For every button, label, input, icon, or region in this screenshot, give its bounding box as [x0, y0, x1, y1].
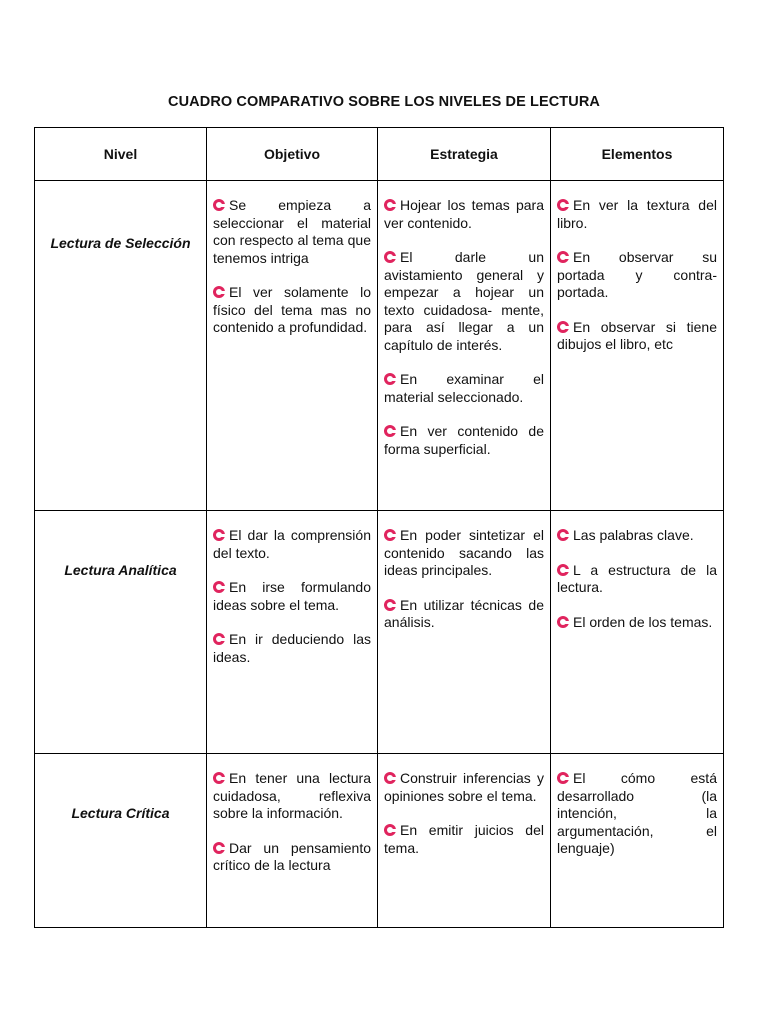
elementos-cell [551, 511, 724, 754]
swirl-bullet-icon [384, 824, 396, 836]
list-item: El darle un avistamiento general y empezar a hojear un texto cuidadosa- mente, para así llegar a un capítulo de interés. [384, 249, 544, 353]
swirl-bullet-icon [213, 199, 225, 211]
list-item: L a estructura de la lectura. [557, 561, 717, 595]
list-item: En emitir juicios del tema. [384, 822, 544, 856]
comparison-table [34, 127, 724, 928]
list-item: Hojear los temas para ver contenido. [384, 197, 544, 231]
list-item: En examinar el material seleccionado. [384, 371, 544, 405]
list-item: Las palabras clave. [557, 527, 717, 545]
elementos-cell [551, 181, 724, 511]
swirl-bullet-icon [557, 321, 569, 333]
header-row [35, 128, 724, 181]
list-item: En tener una lectura cuidadosa, reflexiva sobre la información. [213, 770, 371, 821]
header-nivel: Nivel [35, 128, 207, 181]
swirl-bullet-icon [557, 529, 569, 541]
swirl-bullet-icon [384, 373, 396, 385]
header-elementos: Elementos [551, 128, 724, 181]
objetivo-cell [207, 754, 378, 928]
swirl-bullet-icon [557, 616, 569, 628]
swirl-bullet-icon [213, 286, 225, 298]
swirl-bullet-icon [213, 842, 225, 854]
table-row [35, 754, 724, 928]
swirl-bullet-icon [384, 425, 396, 437]
elementos-cell [551, 754, 724, 928]
swirl-bullet-icon [384, 529, 396, 541]
nivel-cell [35, 181, 207, 511]
list-item: En utilizar técnicas de análisis. [384, 596, 544, 630]
estrategia-cell [378, 511, 551, 754]
swirl-bullet-icon [213, 529, 225, 541]
header-estrategia: Estrategia [378, 128, 551, 181]
list-item: En poder sintetizar el contenido sacando las ideas principales. [384, 527, 544, 578]
swirl-bullet-icon [557, 772, 569, 784]
list-item: En ver la textura del libro. [557, 197, 717, 231]
swirl-bullet-icon [213, 581, 225, 593]
swirl-bullet-icon [384, 772, 396, 784]
nivel-cell [35, 754, 207, 928]
header-objetivo: Objetivo [207, 128, 378, 181]
nivel-label: Lectura Crítica [71, 805, 170, 821]
list-item: En ir deduciendo las ideas. [213, 631, 371, 665]
list-item: Se empieza a seleccionar el material con respecto al tema que tenemos intriga [213, 197, 371, 266]
table-row [35, 511, 724, 754]
swirl-bullet-icon [557, 251, 569, 263]
list-item: Dar un pensamiento crítico de la lectura [213, 839, 371, 873]
table-row [35, 181, 724, 511]
estrategia-cell [378, 181, 551, 511]
objetivo-cell [207, 511, 378, 754]
swirl-bullet-icon [557, 199, 569, 211]
page-title: CUADRO COMPARATIVO SOBRE LOS NIVELES DE LECTURA [168, 94, 600, 110]
swirl-bullet-icon [384, 599, 396, 611]
nivel-label: Lectura Analítica [64, 562, 177, 578]
objetivo-cell [207, 181, 378, 511]
swirl-bullet-icon [384, 199, 396, 211]
nivel-cell [35, 511, 207, 754]
list-item: En observar su portada y contra- portada. [557, 249, 717, 300]
list-item: Construir inferencias y opiniones sobre el tema. [384, 770, 544, 804]
list-item: El dar la comprensión del texto. [213, 527, 371, 561]
swirl-bullet-icon [557, 564, 569, 576]
list-item: En ver contenido de forma superficial. [384, 423, 544, 457]
swirl-bullet-icon [213, 633, 225, 645]
list-item: En observar si tiene dibujos el libro, etc [557, 318, 717, 352]
estrategia-cell [378, 754, 551, 928]
list-item: El cómo está desarrollado (la intención, la argumentación, el lenguaje) [557, 770, 717, 856]
swirl-bullet-icon [384, 251, 396, 263]
list-item: El orden de los temas. [557, 614, 717, 632]
nivel-label: Lectura de Selección [50, 235, 191, 251]
swirl-bullet-icon [213, 772, 225, 784]
list-item: En irse formulando ideas sobre el tema. [213, 579, 371, 613]
list-item: El ver solamente lo físico del tema mas no contenido a profundidad. [213, 284, 371, 335]
